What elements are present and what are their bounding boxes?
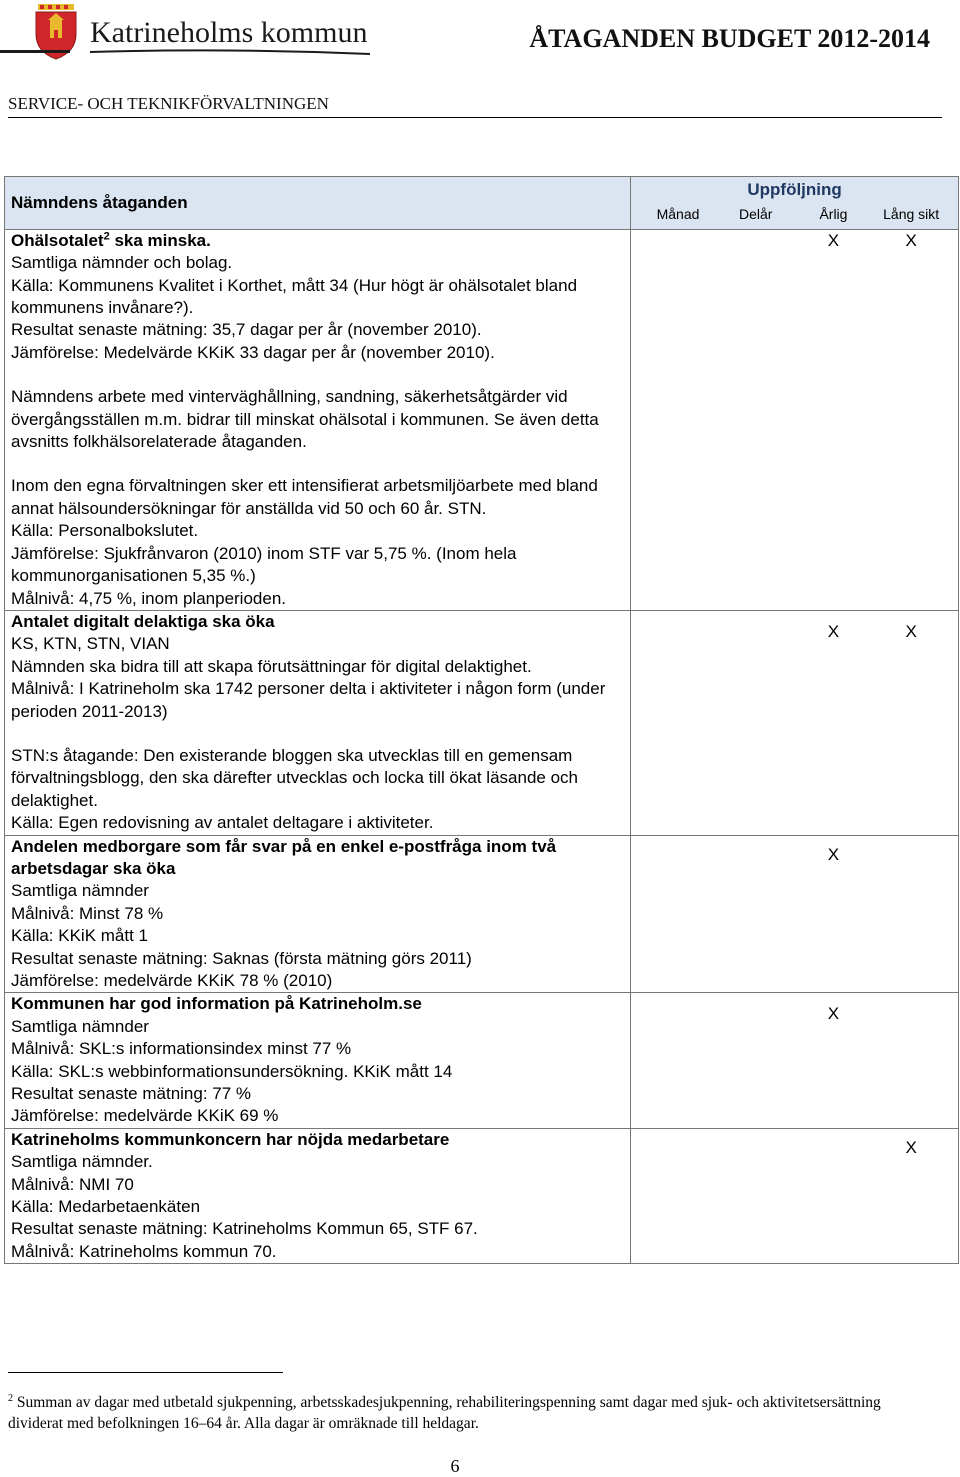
commitment-title: Kommunen har god information på Katrineholm.se [11, 994, 422, 1014]
brand-underline [90, 48, 370, 56]
followup-marks-cell [631, 229, 959, 610]
table-row [5, 993, 959, 1128]
commitments-table [4, 176, 959, 1264]
commitment-line: Källa: Personalbokslutet. [11, 521, 199, 541]
commitment-text [5, 1128, 631, 1263]
followup-marks [631, 621, 958, 643]
mark-partyear [717, 230, 795, 252]
commitment-line: Resultat senaste mätning: Saknas (första mätning görs 2011) [11, 948, 472, 968]
mark-longterm [872, 844, 950, 866]
commitment-line: Målnivå: Katrineholms kommun 70. [11, 1241, 277, 1261]
mark-longterm: X [905, 1137, 917, 1157]
commitment-line: Jämförelse: Medelvärde KKiK 33 dagar per år (november 2010). [11, 342, 495, 362]
followup-col-annual: Årlig [819, 206, 848, 223]
commitment-text [5, 993, 631, 1128]
table-row [5, 610, 959, 835]
table-heading-cell [5, 177, 631, 230]
commitment-line: Samtliga nämnder. [11, 1152, 153, 1172]
table-row [5, 1128, 959, 1263]
followup-marks-cell [631, 835, 959, 993]
commitment-line: Inom den egna förvaltningen sker ett intensifierat arbetsmiljöarbete med bland annat hälsoundersökningar för anställda vid 50 och 60 år. STN. [11, 476, 598, 518]
commitment-line: Målnivå: NMI 70 [11, 1174, 134, 1194]
mark-annual: X [827, 230, 840, 250]
followup-marks [631, 1137, 958, 1159]
mark-month [639, 230, 717, 252]
mark-partyear [717, 1137, 795, 1159]
mark-annual: X [827, 621, 840, 641]
commitment-line: STN:s åtagande: Den existerande bloggen ska utvecklas till en gemensam förvaltningsblogg, den ska därefter utvecklas och locka till ökat läsande och delaktighet. [11, 745, 578, 810]
footnote-number: 2 [8, 1392, 13, 1404]
commitment-line: Jämförelse: medelvärde KKiK 78 % (2010) [11, 971, 333, 990]
commitment-line: Samtliga nämnder [11, 1016, 149, 1036]
mark-annual [795, 1137, 873, 1159]
commitment-line: Målnivå: 4,75 %, inom planperioden. [11, 588, 286, 608]
commitment-line: Målnivå: SKL:s informationsindex minst 77 % [11, 1039, 352, 1059]
commitment-line: Källa: Kommunens Kvalitet i Korthet, mått 34 (Hur högt är ohälsotalet bland kommunens invånare?). [11, 275, 578, 318]
mark-month [639, 844, 717, 866]
followup-columns [631, 201, 958, 228]
commitment-line: Samtliga nämnder [11, 881, 149, 901]
mark-month [639, 621, 717, 643]
commitment-text [5, 835, 631, 993]
document-title: ÅTAGANDEN BUDGET 2012-2014 [529, 24, 930, 53]
commitment-line: Resultat senaste mätning: Katrineholms Kommun 65, STF 67. [11, 1219, 478, 1239]
commitment-line: KS, KTN, STN, VIAN [11, 634, 170, 654]
page-number: 6 [450, 1456, 460, 1476]
commitment-line: Resultat senaste mätning: 35,7 dagar per år (november 2010). [11, 320, 482, 340]
mark-month [639, 1137, 717, 1159]
followup-marks-cell [631, 1128, 959, 1263]
footnote-rule [8, 1372, 283, 1373]
table-heading: Nämndens åtaganden [11, 192, 188, 212]
commitment-title: Ohälsotalet$^2$ ska minska. [11, 230, 211, 250]
commitment-line: Resultat senaste mätning: 77 % [11, 1084, 252, 1104]
followup-col-month: Månad [656, 206, 700, 223]
commitment-line: Jämförelse: medelvärde KKiK 69 % [11, 1106, 279, 1126]
followup-marks [631, 844, 958, 866]
commitment-text [5, 229, 631, 610]
followup-marks-cell [631, 993, 959, 1128]
followup-marks-cell [631, 610, 959, 835]
footnote [8, 1392, 928, 1434]
logo-rule [0, 50, 70, 53]
brand-name: Katrineholms kommun [90, 16, 368, 49]
mark-partyear [717, 844, 795, 866]
commitment-line: Nämnden ska bidra till att skapa förutsättningar för digital delaktighet. [11, 656, 532, 676]
commitment-line: Källa: KKiK mått 1 [11, 926, 149, 946]
footnote-ref: 2 [103, 230, 110, 243]
mark-longterm: X [905, 230, 917, 250]
commitment-line: Målnivå: I Katrineholm ska 1742 personer delta i aktiviteter i någon form (under perioden 2011-2013) [11, 679, 606, 721]
page-header [0, 0, 960, 90]
followup-col-longterm: Lång sikt [883, 206, 940, 223]
commitment-text [5, 610, 631, 835]
department-rule [8, 117, 942, 118]
mark-annual: X [827, 1004, 840, 1024]
mark-longterm: X [905, 621, 917, 641]
mark-partyear [717, 1003, 795, 1025]
followup-title: Uppföljning [747, 180, 842, 199]
table-row [5, 835, 959, 993]
followup-marks [631, 1003, 958, 1025]
commitment-line: Samtliga nämnder och bolag. [11, 253, 233, 273]
commitment-line: Jämförelse: Sjukfrånvaron (2010) inom STF var 5,75 %. (Inom hela kommunorganisationen 5,35 %.) [11, 543, 517, 586]
commitment-line: Målnivå: Minst 78 % [11, 903, 164, 923]
municipality-logo [6, 4, 376, 60]
table-row [5, 229, 959, 610]
followup-header-cell [631, 177, 959, 230]
followup-marks [631, 230, 958, 252]
mark-annual: X [827, 844, 840, 864]
commitment-title: Katrineholms kommunkoncern har nöjda medarbetare [11, 1129, 450, 1149]
table-header-row [5, 177, 959, 230]
commitment-title: Andelen medborgare som får svar på en enkel e-postfråga inom två arbetsdagar ska öka [11, 836, 557, 878]
commitment-line: Källa: SKL:s webbinformationsundersökning. KKiK mått 14 [11, 1061, 453, 1081]
department-name: SERVICE- OCH TEKNIKFÖRVALTNINGEN [8, 94, 329, 113]
commitment-title: Antalet digitalt delaktiga ska öka [11, 611, 275, 631]
mark-longterm [872, 1003, 950, 1025]
followup-col-partyear: Delår [739, 206, 773, 223]
commitment-paragraph: Nämndens arbete med vinterväghållning, sandning, säkerhetsåtgärder vid övergångsställen m.m. bidrar till minskat ohälsotal i kommunen. Se även detta avsnitts folkhälsorelaterade åtaganden. [11, 387, 599, 452]
mark-partyear [717, 621, 795, 643]
commitment-line: Källa: Egen redovisning av antalet deltagare i aktiviteter. [11, 813, 434, 833]
mark-month [639, 1003, 717, 1025]
commitment-line: Källa: Medarbetaenkäten [11, 1197, 201, 1217]
footnote-text: Summan av dagar med utbetald sjukpenning, arbetsskadesjukpenning, rehabiliteringspenning samt dagar med sjuk- och aktivitetsersättning dividerat med befolkningen 16–64 år. Alla dagar är omräknade till heldagar. [8, 1394, 881, 1432]
